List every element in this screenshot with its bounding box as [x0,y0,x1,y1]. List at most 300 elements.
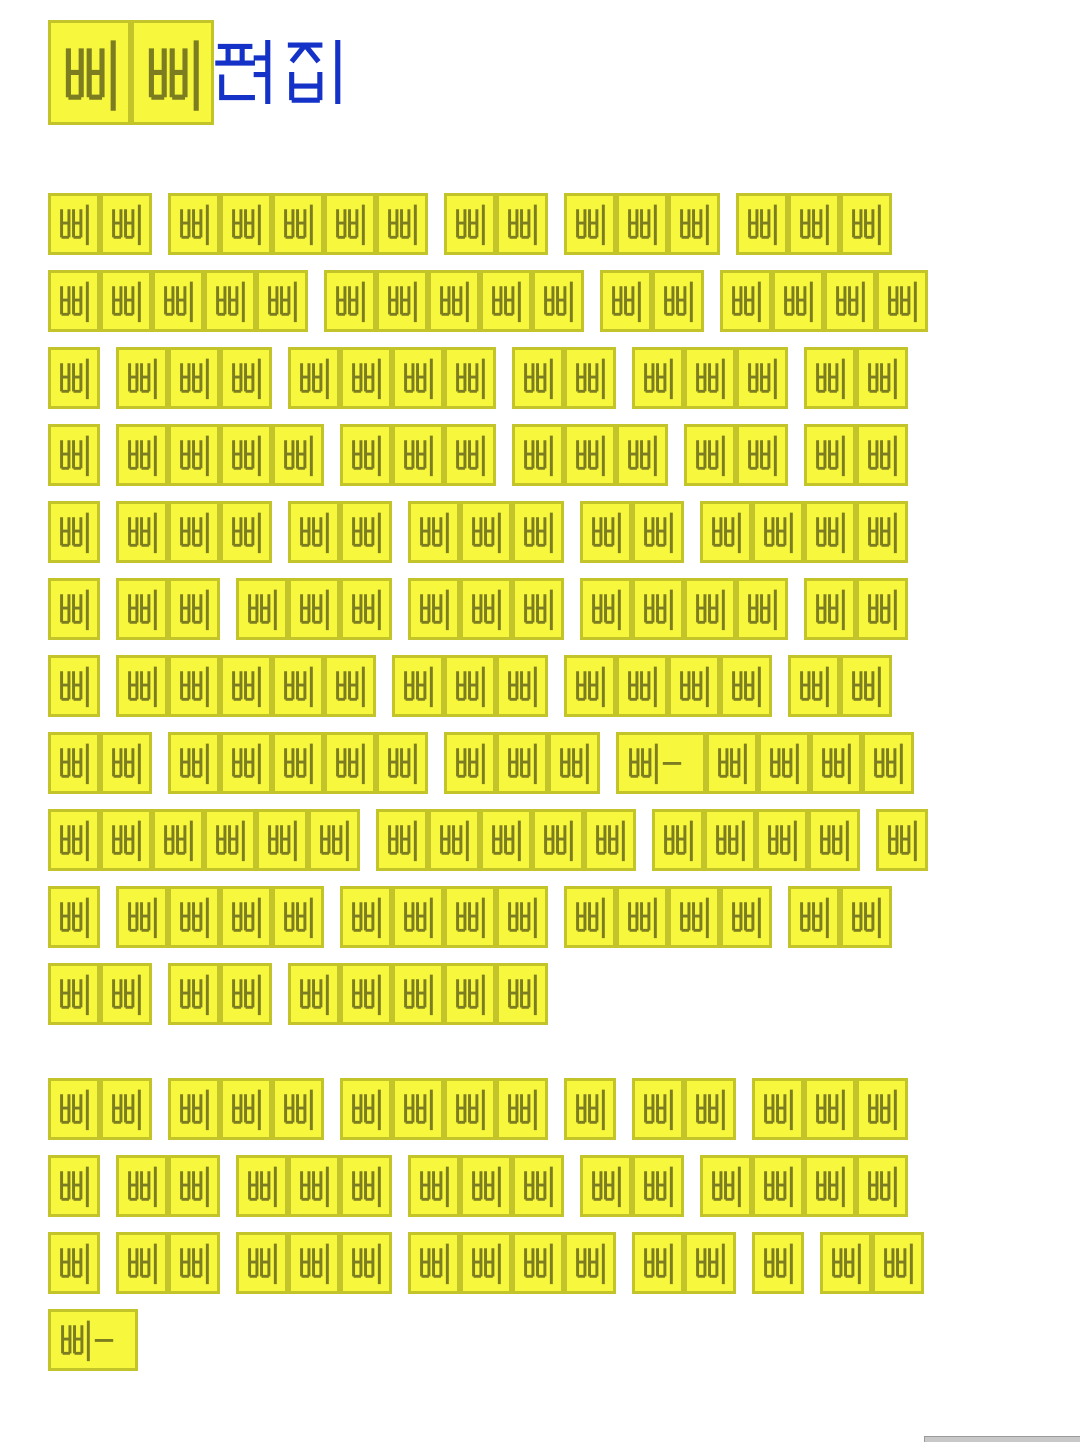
hangul-ppi-glyph [281,432,315,478]
hangul-ppi-glyph [661,817,695,863]
highlight-box [168,1155,220,1217]
hangul-ppi-glyph [125,432,159,478]
highlight-box [340,424,392,486]
hangul-ppi-glyph [625,894,659,940]
hangul-ppi-glyph [297,509,331,555]
word [512,347,616,409]
highlight-box [116,501,168,563]
highlight-box [652,809,704,871]
highlight-box [392,347,444,409]
hangul-ppi-glyph [573,1086,607,1132]
hangul-ppi-glyph [745,355,779,401]
text-line [48,347,1080,409]
highlight-box [324,270,376,332]
hangul-ppi-glyph [453,663,487,709]
hangul-ppi-glyph [281,894,315,940]
hangul-ppi-glyph [453,432,487,478]
highlight-box [220,732,272,794]
hangul-ppi-glyph [521,1163,555,1209]
highlight-box [496,655,548,717]
hangul-ppi-glyph [57,201,91,247]
highlight-box [116,655,168,717]
highlight-box [116,886,168,948]
hangul-ppi-glyph [813,509,847,555]
highlight-box [752,501,804,563]
hangul-ppi-glyph [57,1086,91,1132]
highlight-box [856,501,908,563]
hangul-ppi-glyph [125,355,159,401]
hangul-ppi-glyph [865,586,899,632]
highlight-box [272,424,324,486]
title-highlight-box [131,20,214,125]
highlight-box [168,1078,220,1140]
dash-glyph [660,740,684,786]
word [408,1232,616,1294]
highlight-box [340,501,392,563]
hangul-ppi-glyph [819,740,853,786]
highlight-box [392,424,444,486]
hangul-ppi-glyph [641,355,675,401]
highlight-box [668,886,720,948]
highlight-box [788,655,840,717]
highlight-box [564,347,616,409]
highlight-box [408,1155,460,1217]
highlight-box [584,809,636,871]
hangul-ppi-glyph [453,894,487,940]
word [444,193,548,255]
hangul-ppi-glyph [229,740,263,786]
text-line [48,270,1080,332]
highlight-box [272,193,324,255]
word [340,1078,548,1140]
highlight-box [684,578,736,640]
highlight-box [220,347,272,409]
hangul-ppi-glyph [385,201,419,247]
highlight-box [168,963,220,1025]
highlight-box [152,809,204,871]
highlight-box [288,347,340,409]
word [408,1155,564,1217]
highlight-box [752,1232,804,1294]
highlight-box [48,809,100,871]
hangul-ppi-glyph [505,740,539,786]
hangul-ppi-glyph [333,740,367,786]
hangul-ppi-glyph [349,1240,383,1286]
highlight-box [752,1078,804,1140]
highlight-box [376,270,428,332]
word [580,1155,684,1217]
highlight-box [116,1155,168,1217]
highlight-box [808,809,860,871]
hangul-ppi-glyph [557,740,591,786]
highlight-box [824,270,876,332]
hangul-ppi-glyph [401,894,435,940]
highlight-box [788,193,840,255]
word [632,1078,736,1140]
hangul-ppi-glyph [813,1163,847,1209]
edit-link[interactable] [214,36,348,108]
highlight-box [460,1232,512,1294]
text-line [48,501,1080,563]
highlight-box [772,270,824,332]
hangul-ppi-glyph [349,894,383,940]
hangul-ppi-glyph [161,278,195,324]
highlight-box [616,732,706,794]
highlight-box [564,193,616,255]
highlight-box [48,732,100,794]
word [876,809,928,871]
hangul-ppi-glyph [57,1240,91,1286]
hangul-ppi-glyph [641,509,675,555]
hangul-ppi-glyph [317,817,351,863]
hangul-ppi-glyph [57,740,91,786]
hangul-ppi-glyph [589,586,623,632]
hangul-ppi-glyph [865,1086,899,1132]
hangul-ppi-glyph [281,1086,315,1132]
highlight-box [532,809,584,871]
dash-glyph [92,1317,116,1363]
hangul-ppi-glyph [109,971,143,1017]
title-highlight-box [48,20,131,125]
highlight-box [168,193,220,255]
highlight-box [444,1078,496,1140]
word [236,1155,392,1217]
hangul-ppi-glyph [641,1240,675,1286]
hangul-ppi-glyph [229,509,263,555]
highlight-box [48,1078,100,1140]
hangul-ppi-glyph [177,1240,211,1286]
word [48,1309,138,1371]
highlight-box [168,1232,220,1294]
highlight-box [376,193,428,255]
hangul-ppi-glyph [589,1163,623,1209]
hangul-ppi-glyph [761,1240,795,1286]
word [564,1078,616,1140]
hangul-ppi-glyph [125,894,159,940]
word [324,270,584,332]
highlight-box [460,501,512,563]
hangul-ppi-glyph [489,817,523,863]
highlight-box [700,501,752,563]
highlight-box [444,655,496,717]
hangul-ppi-glyph [745,201,779,247]
word [48,501,100,563]
highlight-box [100,270,152,332]
hangul-ppi-glyph [349,355,383,401]
hangul-ppi-glyph [469,509,503,555]
hangul-ppi-glyph [573,432,607,478]
hangul-ppi-glyph [349,586,383,632]
hangul-ppi-glyph [521,509,555,555]
hangul-ppi-glyph [469,586,503,632]
highlight-box [684,347,736,409]
word [564,886,772,948]
hangul-ppi-glyph [144,34,202,114]
hangul-ppi-glyph [245,586,279,632]
highlight-box [872,1232,924,1294]
highlight-box [600,270,652,332]
highlight-box [684,1232,736,1294]
highlight-box [168,578,220,640]
highlight-box [616,193,668,255]
highlight-box [856,347,908,409]
highlight-box [706,732,758,794]
highlight-box [496,963,548,1025]
highlight-box [632,1078,684,1140]
hangul-ppi-glyph [865,509,899,555]
text-line [48,193,1080,255]
highlight-box [496,193,548,255]
highlight-box [428,809,480,871]
word [48,1078,152,1140]
highlight-box [428,270,480,332]
highlight-box [116,347,168,409]
highlight-box [408,578,460,640]
text-line [48,424,1080,486]
word [340,424,496,486]
highlight-box [288,501,340,563]
highlight-box [632,501,684,563]
text-line [48,732,1080,794]
highlight-box [220,193,272,255]
highlight-box [272,1078,324,1140]
word [48,655,100,717]
highlight-box [48,1155,100,1217]
text-line [48,1155,1080,1217]
highlight-box [220,424,272,486]
highlight-box [324,655,376,717]
highlight-box [340,1078,392,1140]
highlight-box [220,1078,272,1140]
highlight-box [668,193,720,255]
highlight-box [700,1155,752,1217]
hangul-ppi-glyph [829,1240,863,1286]
hangul-ppi-glyph [401,355,435,401]
text-line [48,963,1080,1025]
highlight-box [272,655,324,717]
highlight-box [408,1232,460,1294]
highlight-box [220,886,272,948]
word [444,732,600,794]
hangul-ppi-glyph [693,355,727,401]
highlight-box [100,963,152,1025]
hangul-ppi-glyph [677,663,711,709]
hangul-ppi-glyph [833,278,867,324]
highlight-box [48,655,100,717]
highlight-box [804,501,856,563]
word [116,1155,220,1217]
word [236,578,392,640]
highlight-box [392,655,444,717]
word [48,1155,100,1217]
hangul-ppi-glyph [177,663,211,709]
hangul-ppi-glyph [177,1086,211,1132]
highlight-box [392,963,444,1025]
hangul-ppi-glyph [641,1163,675,1209]
hangul-ppi-glyph [177,509,211,555]
highlight-box [758,732,810,794]
hangul-ppi-glyph [57,355,91,401]
word [736,193,892,255]
word [48,578,100,640]
highlight-box [256,270,308,332]
word [168,193,428,255]
word [48,732,152,794]
highlight-box [720,886,772,948]
hangul-ppi-glyph [349,1163,383,1209]
hangul-ppi-glyph [333,278,367,324]
hangul-ppi-glyph [573,1240,607,1286]
hangul-ppi-glyph [729,663,763,709]
hangul-ppi-glyph [57,663,91,709]
highlight-box [496,886,548,948]
highlight-box [512,501,564,563]
hangul-ppi-glyph [109,740,143,786]
hangul-ppi-glyph [677,201,711,247]
highlight-box [220,655,272,717]
hangul-ppi-glyph [693,432,727,478]
word [48,1232,100,1294]
highlight-box [116,578,168,640]
highlight-box [840,886,892,948]
hangul-ppi-glyph [505,663,539,709]
highlight-box [668,655,720,717]
word [48,347,100,409]
hangul-ppi-glyph [333,201,367,247]
highlight-box [736,347,788,409]
highlight-box [288,1155,340,1217]
hangul-ppi-glyph [57,971,91,1017]
highlight-box [580,578,632,640]
hangul-ppi-glyph [177,1163,211,1209]
highlight-box [444,732,496,794]
highlight-box [408,501,460,563]
word [408,578,564,640]
hangul-ppi-glyph [885,278,919,324]
hangul-ppi-glyph [297,586,331,632]
hangul-ppi-glyph [865,1163,899,1209]
hangul-ppi-glyph [109,817,143,863]
page-title [48,20,1080,125]
highlight-box [168,886,220,948]
hangul-ppi-glyph [57,1163,91,1209]
hangul-ppi-glyph [57,432,91,478]
hangul-ppi-glyph [177,355,211,401]
word [752,1232,804,1294]
highlight-box [444,963,496,1025]
hangul-ppi-glyph [229,1086,263,1132]
word [48,424,100,486]
highlight-box [480,809,532,871]
hangul-ppi-glyph [505,201,539,247]
word [48,963,152,1025]
hangul-ppi-glyph [229,663,263,709]
hangul-ppi-glyph [57,817,91,863]
hangul-ppi-glyph [125,1163,159,1209]
hangul-ppi-glyph [885,817,919,863]
text-line [48,1309,1080,1371]
hangul-ppi-glyph [417,1163,451,1209]
highlight-box [288,1232,340,1294]
hangul-ppi-glyph [177,586,211,632]
hangul-ppi-glyph [57,586,91,632]
hangul-ppi-glyph [297,1163,331,1209]
highlight-box [340,347,392,409]
hangul-ppi-glyph [715,740,749,786]
highlight-box [48,1232,100,1294]
word [684,424,788,486]
highlight-box [168,347,220,409]
highlight-box [736,193,788,255]
word [236,1232,392,1294]
hangul-ppi-glyph [281,201,315,247]
word [288,347,496,409]
hangul-ppi-glyph [865,432,899,478]
hangul-ppi-glyph [849,663,883,709]
highlight-box [840,655,892,717]
highlight-box [288,578,340,640]
highlight-box [220,963,272,1025]
hangul-ppi-glyph [417,586,451,632]
word [288,963,548,1025]
hangul-ppi-glyph [333,663,367,709]
highlight-box [876,809,928,871]
hangul-ppi-glyph [469,1163,503,1209]
hangul-ppi-glyph [385,817,419,863]
highlight-box [756,809,808,871]
hangul-ppi-glyph [417,1240,451,1286]
word [392,655,548,717]
hangul-ppi-glyph [61,34,119,114]
word [340,886,548,948]
hangul-ppi-glyph [489,278,523,324]
highlight-box [48,501,100,563]
highlight-box [684,1078,736,1140]
horizontal-scrollbar[interactable] [924,1436,1080,1442]
highlight-box [564,1078,616,1140]
word [632,1232,736,1294]
highlight-box [580,1155,632,1217]
highlight-box [564,655,616,717]
word [580,501,684,563]
hangul-ppi-glyph [453,201,487,247]
word [820,1232,924,1294]
highlight-box [236,578,288,640]
hangul-ppi-glyph [573,355,607,401]
highlight-box [856,1078,908,1140]
hangul-ppi-glyph [761,509,795,555]
hangul-ppi-glyph [626,740,660,786]
hangul-ppi-glyph [57,894,91,940]
highlight-box [512,347,564,409]
highlight-box [444,424,496,486]
hangul-ppi-glyph [573,663,607,709]
hangul-ppi-glyph [729,894,763,940]
word [632,347,788,409]
highlight-box [616,886,668,948]
hangul-ppi-glyph [713,817,747,863]
hangul-ppi-glyph [469,1240,503,1286]
highlight-box [704,809,756,871]
article-body [48,193,1080,1371]
word [116,886,324,948]
word [564,193,720,255]
hangul-ppi-glyph [109,1086,143,1132]
hangul-ppi-glyph [297,1240,331,1286]
highlight-box [632,347,684,409]
highlight-box [632,578,684,640]
highlight-box [340,963,392,1025]
